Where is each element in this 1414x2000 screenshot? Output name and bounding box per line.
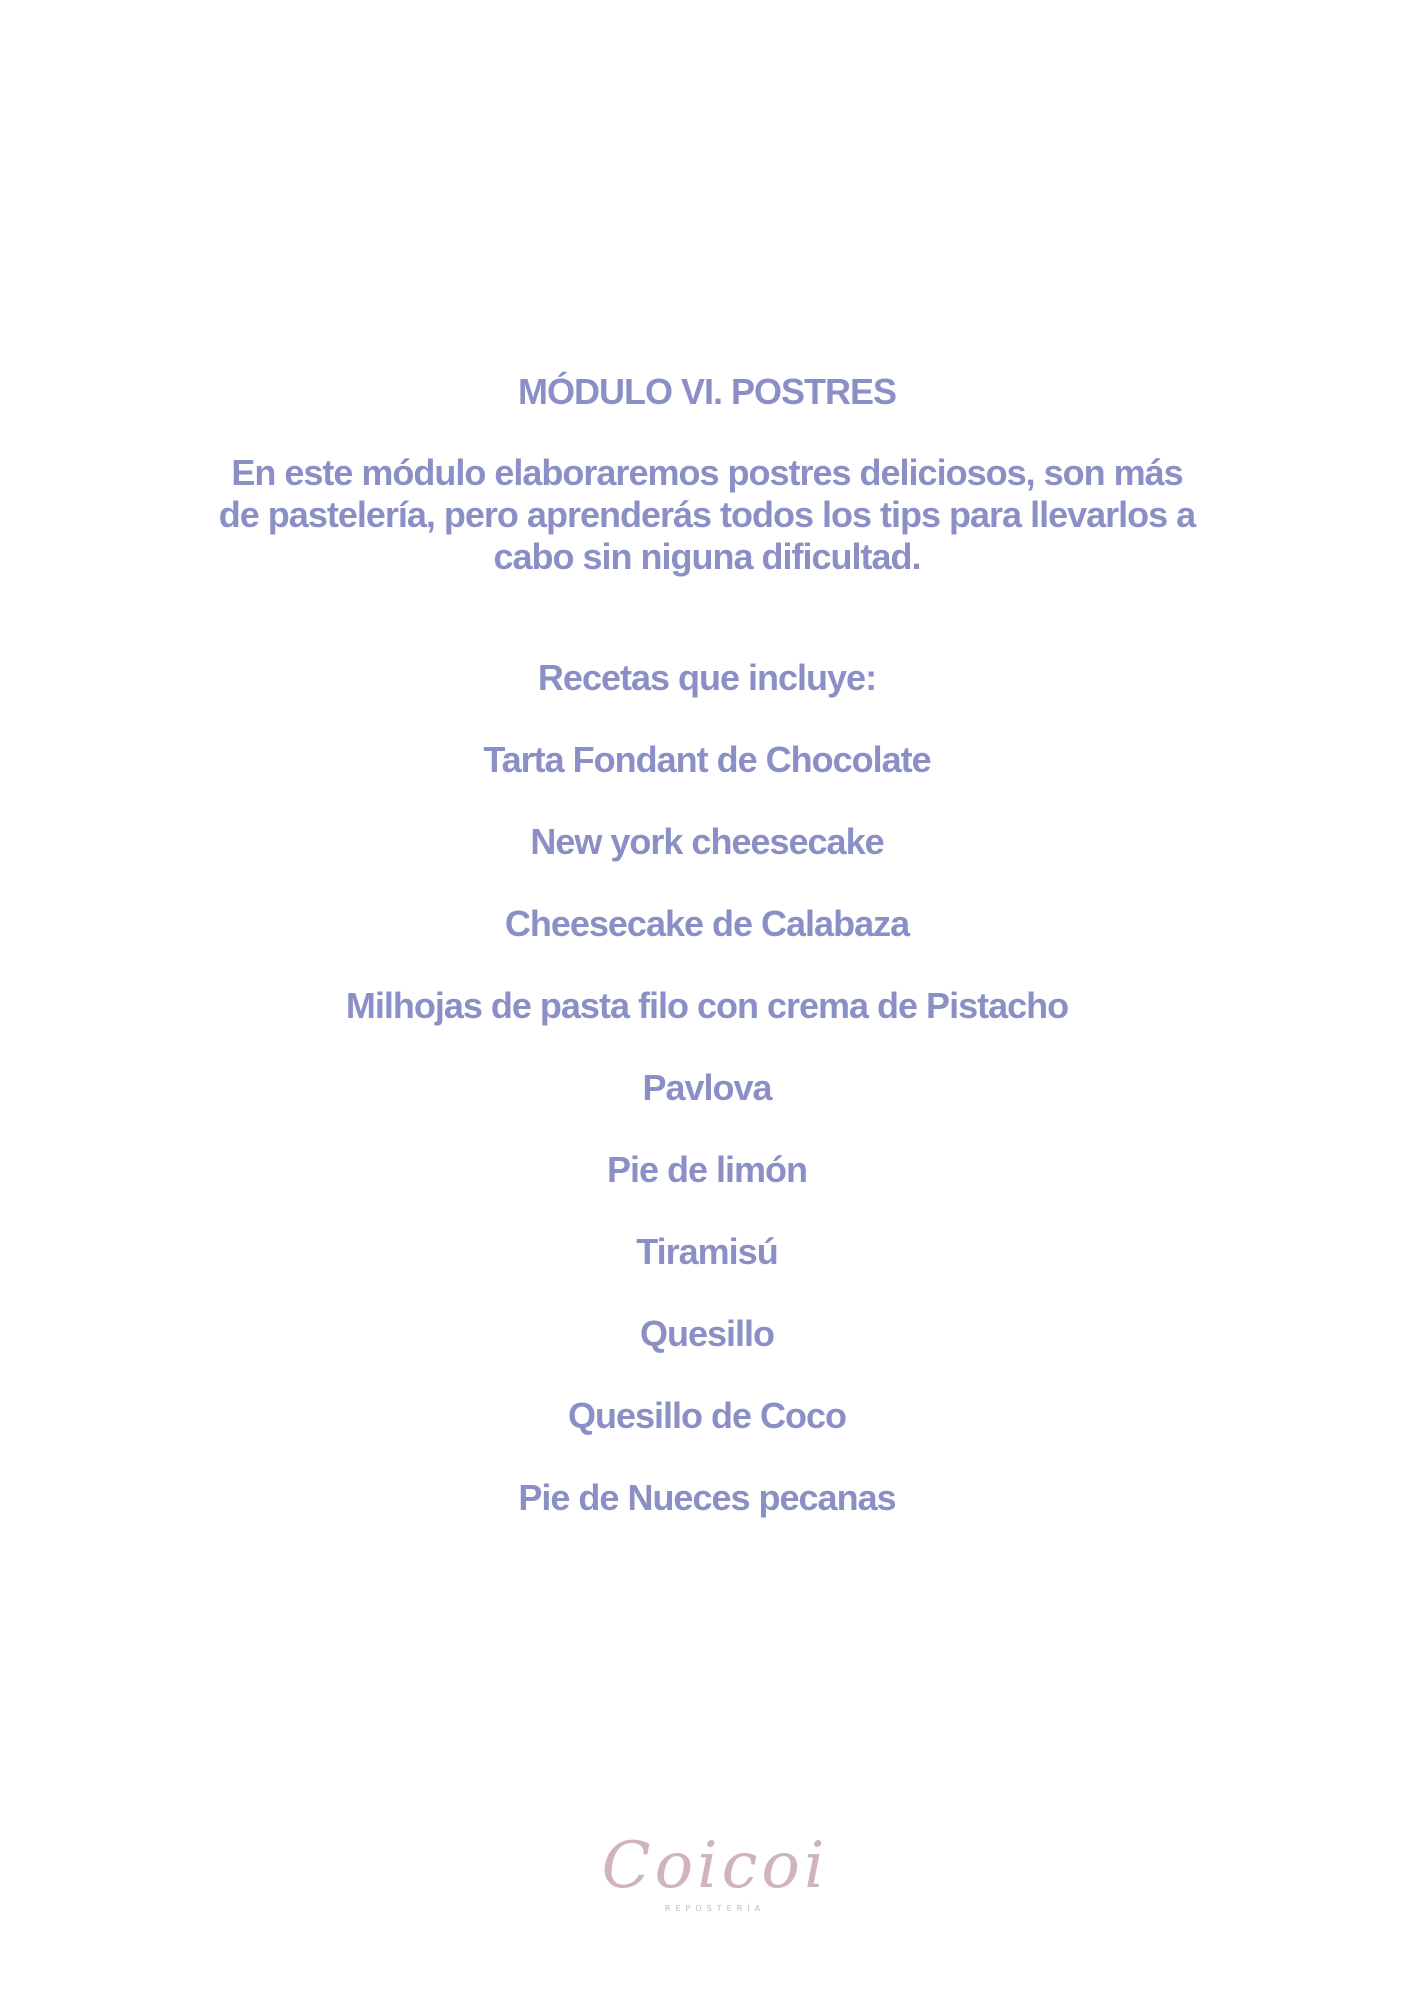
recipe-item: New york cheesecake <box>530 821 884 862</box>
recipe-item: Cheesecake de Calabaza <box>504 903 910 944</box>
recipe-item: Milhojas de pasta filo con crema de Pistacho <box>345 985 1069 1026</box>
recipe-item: Pie de limón <box>606 1149 808 1190</box>
recipe-list <box>0 738 1414 1558</box>
recipe-item: Tiramisú <box>636 1231 778 1272</box>
recipe-item: Quesillo <box>639 1313 775 1354</box>
recipes-heading: Recetas que incluye: <box>537 657 877 698</box>
module-intro: En este módulo elaboraremos postres deliciosos, son más de pastelería, pero aprenderás todos los tips para llevarlos a cabo sin niguna dificultad. <box>218 452 1196 577</box>
recipe-item: Quesillo de Coco <box>567 1395 847 1436</box>
recipe-item: Pavlova <box>642 1067 772 1108</box>
recipe-item: Pie de Nueces pecanas <box>518 1477 896 1518</box>
brand-logo-wordmark: Coicoi <box>601 1829 829 1903</box>
module-title: MÓDULO VI. POSTRES <box>517 371 897 412</box>
brand-logo <box>600 1828 830 1924</box>
brand-logo-subtitle: REPOSTERÍA <box>664 1904 766 1913</box>
recipe-item: Tarta Fondant de Chocolate <box>483 739 931 780</box>
